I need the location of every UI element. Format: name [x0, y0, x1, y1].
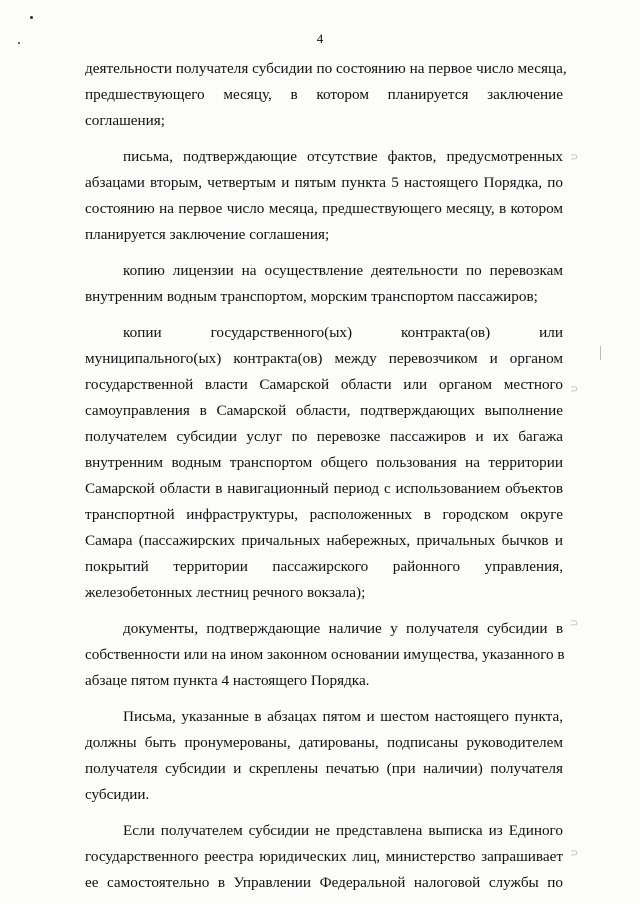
scan-line — [600, 346, 601, 360]
text-line: железобетонных лестниц речного вокзала); — [85, 584, 366, 601]
text-line: покрытий территории пассажирского районного управления, — [85, 558, 563, 575]
margin-mark: ⊃ — [570, 152, 579, 163]
text-line: муниципального(ых) контракта(ов) между перевозчиком и органом — [85, 350, 563, 367]
text-line: получателя субсидии и скреплены печатью (при наличии) получателя — [85, 760, 563, 777]
text-line: предшествующего месяцу, в котором планируется заключение — [85, 86, 563, 103]
scan-dot — [30, 16, 33, 19]
text-line: собственности или на ином законном основании имущества, указанного в — [85, 646, 565, 663]
text-line: деятельности получателя субсидии по состоянию на первое число месяца, — [85, 60, 567, 77]
text-line: получателем субсидии услуг по перевозке пассажиров и их багажа — [85, 428, 563, 445]
text-line: ее самостоятельно в Управлении Федеральной налоговой службы по — [85, 874, 563, 891]
text-line: письма, подтверждающие отсутствие фактов, предусмотренных — [123, 148, 563, 165]
page-number: 4 — [316, 31, 324, 46]
text-line: должны быть пронумерованы, датированы, подписаны руководителем — [85, 734, 563, 751]
text-line: копии государственного(ых) контракта(ов) или — [123, 324, 563, 341]
document-body — [85, 56, 567, 896]
text-line: внутренним водным транспортом общего пользования на территории — [85, 454, 563, 471]
margin-mark: ⊃ — [570, 618, 579, 629]
margin-mark: ⊃ — [570, 384, 579, 395]
text-line: внутренним водным транспортом, морским транспортом пассажиров; — [85, 288, 538, 305]
text-line: копию лицензии на осуществление деятельности по перевозкам — [123, 262, 563, 279]
text-line: Если получателем субсидии не представлена выписка из Единого — [123, 822, 563, 839]
text-line: Письма, указанные в абзацах пятом и шестом настоящего пункта, — [123, 708, 563, 725]
text-line: абзаце пятом пункта 4 настоящего Порядка. — [85, 672, 370, 689]
text-line: соглашения; — [85, 112, 166, 129]
text-line: абзацами вторым, четвертым и пятым пункта 5 настоящего Порядка, по — [85, 174, 563, 191]
text-line: Самарской области в навигационный период с использованием объектов — [85, 480, 563, 497]
text-line: субсидии. — [85, 786, 150, 803]
text-line: государственного реестра юридических лиц, министерство запрашивает — [85, 848, 563, 865]
text-line: Самара (пассажирских причальных набережных, причальных бычков и — [85, 532, 563, 549]
scan-dot — [18, 42, 20, 44]
margin-mark: ⊃ — [570, 848, 579, 859]
text-line: государственной власти Самарской области или органом местного — [85, 376, 563, 393]
text-line: состоянию на первое число месяца, предшествующего месяцу, в котором — [85, 200, 563, 217]
text-line: самоуправления в Самарской области, подтверждающих выполнение — [85, 402, 563, 419]
text-line: транспортной инфраструктуры, расположенных в городском округе — [85, 506, 563, 523]
text-line: документы, подтверждающие наличие у получателя субсидии в — [123, 620, 563, 637]
text-line: планируется заключение соглашения; — [85, 226, 330, 243]
